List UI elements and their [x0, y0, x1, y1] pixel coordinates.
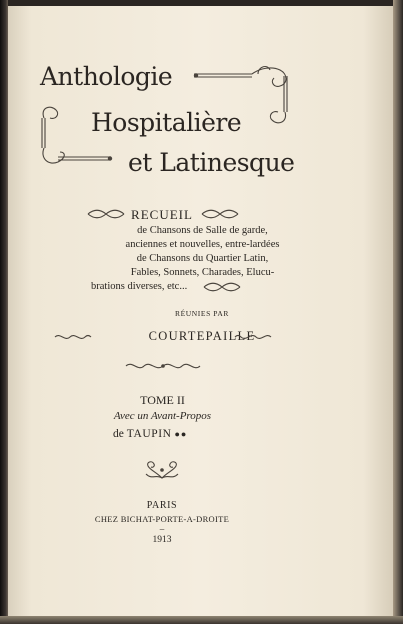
- book-binding: [0, 0, 8, 624]
- book-bottom-edge: [0, 616, 403, 624]
- foreword-author: [113, 428, 187, 440]
- wavy-rule-ornament: [54, 332, 92, 342]
- title-line-2: Hospitalière: [91, 108, 242, 137]
- recueil-line: brations diverses, etc...: [91, 281, 188, 292]
- imprint-publisher: CHEZ BICHAT-PORTE-A-DROITE: [94, 514, 230, 524]
- author-name: TAUPIN: [126, 428, 172, 440]
- wavy-rule-ornament: [124, 360, 202, 372]
- compiler-name: COURTEPAILLE: [148, 329, 256, 343]
- foreword-note: Avec un Avant-Propos: [113, 410, 212, 422]
- recueil-heading: RECUEIL: [131, 207, 193, 222]
- page-stack-edge: [393, 0, 403, 624]
- corner-scroll-ornament-bottom-left: [36, 102, 116, 172]
- recueil-line: de Chansons du Quartier Latin,: [136, 253, 269, 264]
- imprint-city: PARIS: [146, 500, 178, 511]
- imprint-year: 1913: [152, 535, 172, 545]
- author-prefix: de: [113, 428, 124, 440]
- title-line-1: Anthologie: [40, 62, 173, 91]
- leaf-fleuron-ornament: [200, 209, 240, 219]
- recueil-line: Fables, Sonnets, Charades, Elucu-: [130, 267, 275, 278]
- compiled-by-label: RÉUNIES PAR: [174, 309, 230, 318]
- heart-scroll-fleuron-ornament: [142, 460, 182, 482]
- imprint-dash: –: [159, 524, 165, 534]
- recueil-line: de Chansons de Salle de garde,: [137, 225, 268, 236]
- tome-label: TOME II: [140, 393, 185, 407]
- recueil-line: anciennes et nouvelles, entre-lardées: [125, 239, 280, 250]
- author-marks: ●●: [174, 429, 188, 439]
- wavy-rule-ornament: [234, 332, 272, 342]
- corner-scroll-ornament-top-right: [190, 62, 294, 128]
- leaf-fleuron-ornament: [202, 282, 242, 292]
- title-line-3: et Latinesque: [128, 148, 295, 177]
- leaf-fleuron-ornament: [86, 209, 126, 219]
